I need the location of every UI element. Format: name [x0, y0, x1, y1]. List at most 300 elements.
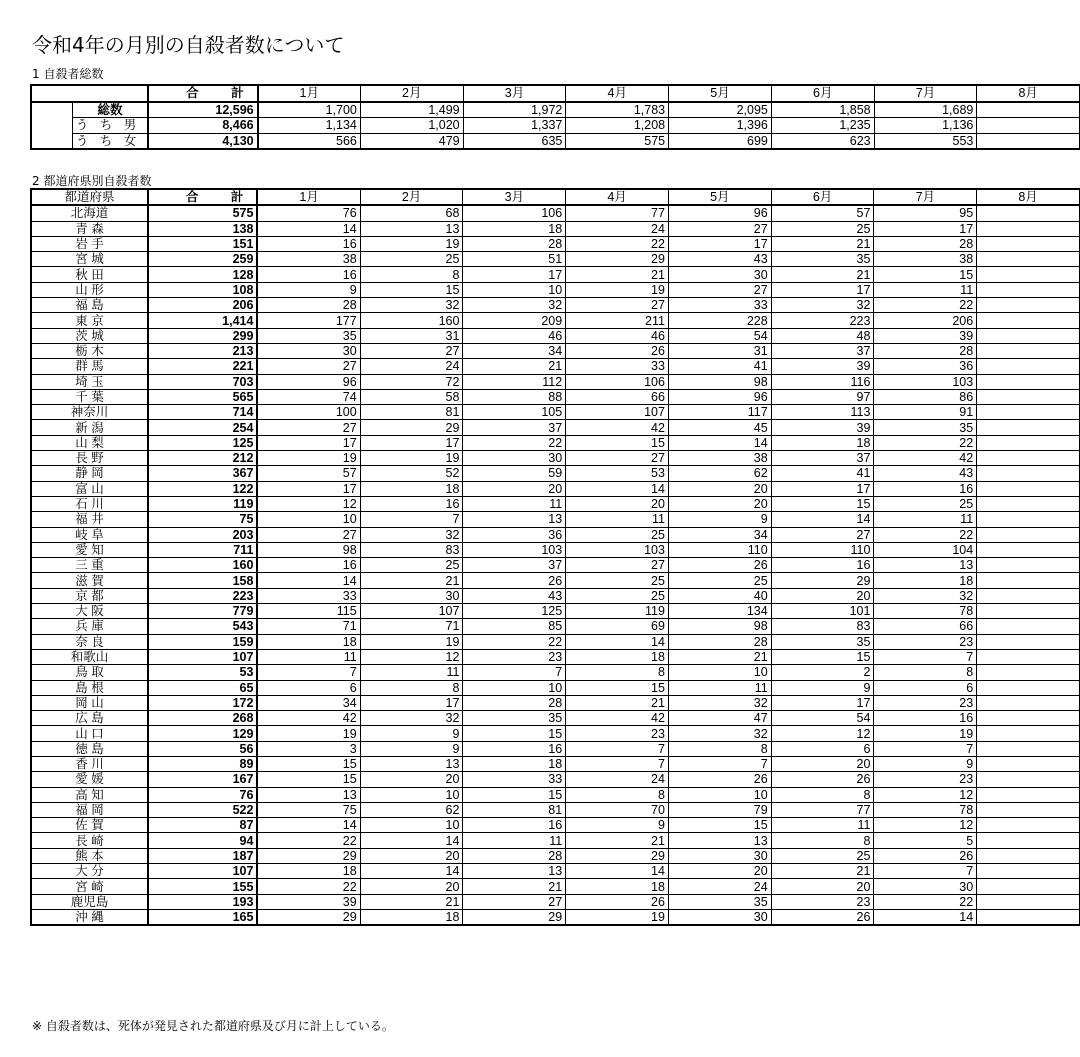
prefecture-cell: 119: [566, 604, 669, 619]
prefecture-cell: 20: [360, 772, 463, 787]
prefecture-cell: 79: [668, 802, 771, 817]
prefecture-cell: 39: [771, 420, 874, 435]
prefecture-cell: [977, 864, 1080, 879]
prefecture-name: 神奈川: [31, 405, 148, 420]
prefecture-cell: [977, 726, 1080, 741]
prefecture-cell: 23: [771, 894, 874, 909]
prefecture-cell: 77: [771, 802, 874, 817]
prefecture-row: [31, 405, 1080, 420]
prefecture-cell: 32: [360, 298, 463, 313]
prefecture-cell: 37: [771, 451, 874, 466]
prefecture-cell: 19: [360, 634, 463, 649]
prefecture-cell: 20: [668, 864, 771, 879]
prefecture-cell: 18: [463, 221, 566, 236]
prefecture-cell: 9: [257, 282, 360, 297]
prefecture-row: [31, 649, 1080, 664]
prefecture-cell: 35: [463, 711, 566, 726]
prefecture-cell: 69: [566, 619, 669, 634]
prefecture-cell: 57: [257, 466, 360, 481]
prefecture-cell: 45: [668, 420, 771, 435]
prefecture-total: 259: [148, 252, 257, 267]
prefecture-cell: 103: [874, 374, 977, 389]
prefecture-row: [31, 527, 1080, 542]
summary-cell: 1,208: [566, 118, 669, 134]
prefecture-cell: [977, 604, 1080, 619]
summary-cell: 1,499: [360, 102, 463, 118]
prefecture-cell: 46: [566, 328, 669, 343]
prefecture-cell: 25: [771, 221, 874, 236]
prefecture-cell: 8: [360, 267, 463, 282]
prefecture-cell: 15: [874, 267, 977, 282]
prefecture-cell: [977, 298, 1080, 313]
prefecture-total: 119: [148, 496, 257, 511]
summary-row: [31, 102, 1080, 118]
prefecture-cell: 25: [360, 558, 463, 573]
prefecture-cell: 18: [257, 864, 360, 879]
prefecture-cell: 16: [463, 818, 566, 833]
prefecture-cell: 19: [360, 236, 463, 251]
prefecture-cell: 116: [771, 374, 874, 389]
prefecture-cell: 42: [566, 711, 669, 726]
prefecture-cell: 17: [874, 221, 977, 236]
prefecture-cell: 70: [566, 802, 669, 817]
prefecture-cell: 117: [668, 405, 771, 420]
prefecture-cell: 41: [771, 466, 874, 481]
prefecture-cell: 30: [874, 879, 977, 894]
prefecture-cell: 29: [360, 420, 463, 435]
prefecture-cell: 7: [566, 756, 669, 771]
prefecture-cell: 12: [257, 496, 360, 511]
prefecture-cell: 16: [874, 481, 977, 496]
prefecture-cell: 30: [257, 343, 360, 358]
prefecture-name: 長 野: [31, 451, 148, 466]
prefecture-name: 群 馬: [31, 359, 148, 374]
prefecture-cell: 25: [566, 573, 669, 588]
prefecture-cell: [977, 527, 1080, 542]
prefecture-cell: 28: [463, 848, 566, 863]
prefecture-cell: 39: [874, 328, 977, 343]
prefecture-cell: 22: [463, 435, 566, 450]
prefecture-cell: 20: [668, 481, 771, 496]
prefecture-name: 鳥 取: [31, 665, 148, 680]
prefecture-cell: 20: [360, 879, 463, 894]
prefecture-cell: 8: [771, 787, 874, 802]
prefecture-header-name: 都道府県: [31, 189, 148, 205]
prefecture-name: 新 潟: [31, 420, 148, 435]
prefecture-name: 茨 城: [31, 328, 148, 343]
prefecture-cell: 51: [463, 252, 566, 267]
prefecture-cell: 18: [463, 756, 566, 771]
summary-header-blank: [31, 85, 148, 102]
prefecture-row: [31, 389, 1080, 404]
prefecture-cell: 11: [874, 282, 977, 297]
footnote: ※ 自殺者数は、死体が発見された都道府県及び月に計上している。: [32, 1019, 394, 1033]
prefecture-cell: [977, 695, 1080, 710]
prefecture-cell: 9: [566, 818, 669, 833]
prefecture-cell: 13: [668, 833, 771, 848]
prefecture-cell: 78: [874, 802, 977, 817]
prefecture-cell: 30: [668, 909, 771, 925]
prefecture-row: [31, 772, 1080, 787]
prefecture-cell: 10: [668, 787, 771, 802]
prefecture-cell: 211: [566, 313, 669, 328]
prefecture-cell: 17: [360, 435, 463, 450]
prefecture-cell: 21: [566, 695, 669, 710]
prefecture-cell: 77: [566, 205, 669, 221]
prefecture-cell: [977, 451, 1080, 466]
prefecture-cell: 96: [668, 389, 771, 404]
prefecture-cell: [977, 496, 1080, 511]
prefecture-cell: 160: [360, 313, 463, 328]
prefecture-cell: 7: [360, 512, 463, 527]
prefecture-cell: 27: [566, 451, 669, 466]
prefecture-cell: [977, 205, 1080, 221]
prefecture-cell: 98: [257, 542, 360, 557]
prefecture-cell: 24: [566, 221, 669, 236]
prefecture-row: [31, 833, 1080, 848]
prefecture-cell: 98: [668, 374, 771, 389]
prefecture-cell: 86: [874, 389, 977, 404]
prefecture-row: [31, 894, 1080, 909]
prefecture-cell: 16: [874, 711, 977, 726]
prefecture-cell: 8: [566, 665, 669, 680]
summary-row-label: 総数: [72, 102, 148, 118]
prefecture-cell: 21: [463, 359, 566, 374]
prefecture-cell: 32: [360, 711, 463, 726]
prefecture-cell: 27: [463, 894, 566, 909]
summary-cell: 1,689: [874, 102, 977, 118]
prefecture-cell: 11: [668, 680, 771, 695]
prefecture-cell: 103: [463, 542, 566, 557]
summary-cell: 1,337: [463, 118, 566, 134]
prefecture-cell: 19: [874, 726, 977, 741]
prefecture-cell: 15: [566, 435, 669, 450]
prefecture-total: 206: [148, 298, 257, 313]
prefecture-cell: 42: [874, 451, 977, 466]
prefecture-cell: 5: [874, 833, 977, 848]
prefecture-cell: 42: [566, 420, 669, 435]
prefecture-cell: 14: [566, 481, 669, 496]
prefecture-cell: 35: [874, 420, 977, 435]
prefecture-cell: 37: [771, 343, 874, 358]
prefecture-cell: 27: [566, 558, 669, 573]
summary-cell: 1,972: [463, 102, 566, 118]
prefecture-cell: [977, 711, 1080, 726]
prefecture-cell: 17: [360, 695, 463, 710]
prefecture-cell: 30: [668, 848, 771, 863]
prefecture-cell: 10: [463, 282, 566, 297]
prefecture-cell: 26: [771, 909, 874, 925]
prefecture-total: 155: [148, 879, 257, 894]
prefecture-cell: [977, 481, 1080, 496]
prefecture-total: 203: [148, 527, 257, 542]
summary-header-month: 8月: [977, 85, 1080, 102]
prefecture-total: 151: [148, 236, 257, 251]
prefecture-cell: 7: [257, 665, 360, 680]
prefecture-name: 兵 庫: [31, 619, 148, 634]
prefecture-cell: 20: [566, 496, 669, 511]
section-label-total: 1 自殺者総数: [32, 67, 104, 81]
prefecture-name: 山 口: [31, 726, 148, 741]
prefecture-cell: 22: [874, 527, 977, 542]
prefecture-name: 沖 縄: [31, 909, 148, 925]
prefecture-cell: 37: [463, 420, 566, 435]
prefecture-cell: 6: [874, 680, 977, 695]
prefecture-cell: 25: [668, 573, 771, 588]
prefecture-cell: 13: [360, 756, 463, 771]
prefecture-header-month: 5月: [668, 189, 771, 205]
prefecture-total: 299: [148, 328, 257, 343]
prefecture-cell: 13: [360, 221, 463, 236]
prefecture-total: 187: [148, 848, 257, 863]
prefecture-name: 大 分: [31, 864, 148, 879]
prefecture-cell: 25: [771, 848, 874, 863]
prefecture-row: [31, 267, 1080, 282]
prefecture-cell: 110: [771, 542, 874, 557]
prefecture-cell: 66: [566, 389, 669, 404]
prefecture-cell: 20: [463, 481, 566, 496]
prefecture-cell: [977, 405, 1080, 420]
prefecture-row: [31, 328, 1080, 343]
prefecture-cell: 96: [257, 374, 360, 389]
prefecture-total: 193: [148, 894, 257, 909]
prefecture-cell: [977, 665, 1080, 680]
prefecture-row: [31, 588, 1080, 603]
prefecture-cell: 100: [257, 405, 360, 420]
prefecture-name: 千 葉: [31, 389, 148, 404]
prefecture-cell: 48: [771, 328, 874, 343]
summary-cell: 1,134: [258, 118, 361, 134]
prefecture-cell: 24: [668, 879, 771, 894]
prefecture-cell: 9: [771, 680, 874, 695]
prefecture-cell: [977, 282, 1080, 297]
prefecture-cell: 11: [463, 496, 566, 511]
prefecture-cell: 105: [463, 405, 566, 420]
prefecture-name: 滋 賀: [31, 573, 148, 588]
prefecture-cell: 30: [360, 588, 463, 603]
prefecture-row: [31, 221, 1080, 236]
prefecture-total: 87: [148, 818, 257, 833]
prefecture-row: [31, 665, 1080, 680]
prefecture-cell: [977, 818, 1080, 833]
prefecture-cell: 59: [463, 466, 566, 481]
summary-header-month: 5月: [669, 85, 772, 102]
prefecture-cell: 11: [257, 649, 360, 664]
prefecture-name: 岐 阜: [31, 527, 148, 542]
prefecture-cell: [977, 389, 1080, 404]
prefecture-total: 223: [148, 588, 257, 603]
prefecture-cell: 22: [257, 879, 360, 894]
prefecture-cell: 83: [771, 619, 874, 634]
prefecture-cell: 8: [771, 833, 874, 848]
prefecture-cell: 9: [360, 741, 463, 756]
prefecture-name: 三 重: [31, 558, 148, 573]
prefecture-cell: 19: [566, 909, 669, 925]
prefecture-cell: 27: [668, 282, 771, 297]
prefecture-cell: [977, 741, 1080, 756]
summary-cell: 699: [669, 133, 772, 149]
prefecture-total: 779: [148, 604, 257, 619]
prefecture-cell: 21: [771, 864, 874, 879]
prefecture-cell: 27: [566, 298, 669, 313]
prefecture-cell: 16: [771, 558, 874, 573]
prefecture-total: 522: [148, 802, 257, 817]
prefecture-cell: 78: [874, 604, 977, 619]
prefecture-cell: 27: [668, 221, 771, 236]
prefecture-total: 254: [148, 420, 257, 435]
prefecture-cell: 22: [874, 435, 977, 450]
prefecture-cell: [977, 236, 1080, 251]
prefecture-cell: 28: [874, 236, 977, 251]
prefecture-cell: [977, 558, 1080, 573]
prefecture-cell: 110: [668, 542, 771, 557]
prefecture-cell: 85: [463, 619, 566, 634]
prefecture-cell: [977, 328, 1080, 343]
prefecture-total: 125: [148, 435, 257, 450]
prefecture-cell: 76: [257, 205, 360, 221]
prefecture-cell: 15: [566, 680, 669, 695]
prefecture-cell: 27: [257, 420, 360, 435]
prefecture-cell: 20: [771, 588, 874, 603]
prefecture-cell: [977, 588, 1080, 603]
prefecture-cell: [977, 435, 1080, 450]
prefecture-cell: 32: [668, 726, 771, 741]
prefecture-cell: 38: [668, 451, 771, 466]
prefecture-cell: 32: [771, 298, 874, 313]
prefecture-name: 京 都: [31, 588, 148, 603]
prefecture-cell: 20: [771, 879, 874, 894]
prefecture-name: 大 阪: [31, 604, 148, 619]
prefecture-row: [31, 879, 1080, 894]
prefecture-cell: 29: [257, 848, 360, 863]
prefecture-cell: 10: [257, 512, 360, 527]
prefecture-cell: 25: [566, 527, 669, 542]
prefecture-row: [31, 496, 1080, 511]
prefecture-cell: 97: [771, 389, 874, 404]
prefecture-cell: 10: [360, 787, 463, 802]
prefecture-cell: 19: [257, 451, 360, 466]
prefecture-cell: 17: [771, 695, 874, 710]
prefecture-cell: 106: [566, 374, 669, 389]
prefecture-cell: 83: [360, 542, 463, 557]
prefecture-row: [31, 848, 1080, 863]
prefecture-cell: 71: [360, 619, 463, 634]
prefecture-cell: 43: [463, 588, 566, 603]
prefecture-cell: 29: [771, 573, 874, 588]
prefecture-cell: 16: [257, 267, 360, 282]
prefecture-header-total: 合 計: [148, 189, 257, 205]
prefecture-cell: [977, 221, 1080, 236]
prefecture-cell: 81: [463, 802, 566, 817]
prefecture-cell: 22: [463, 634, 566, 649]
prefecture-cell: 12: [874, 787, 977, 802]
prefecture-cell: 72: [360, 374, 463, 389]
prefecture-name: 北海道: [31, 205, 148, 221]
prefecture-row: [31, 604, 1080, 619]
prefecture-name: 石 川: [31, 496, 148, 511]
prefecture-cell: 81: [360, 405, 463, 420]
prefecture-cell: 223: [771, 313, 874, 328]
prefecture-cell: [977, 772, 1080, 787]
prefecture-cell: [977, 542, 1080, 557]
prefecture-cell: [977, 466, 1080, 481]
summary-cell: 1,783: [566, 102, 669, 118]
summary-cell: 1,700: [258, 102, 361, 118]
prefecture-cell: 34: [668, 527, 771, 542]
prefecture-cell: 16: [257, 236, 360, 251]
prefecture-row: [31, 818, 1080, 833]
summary-row-indent: [31, 133, 72, 149]
prefecture-cell: 13: [463, 512, 566, 527]
prefecture-cell: 18: [874, 573, 977, 588]
prefecture-cell: 15: [360, 282, 463, 297]
prefecture-cell: 40: [668, 588, 771, 603]
prefecture-total: 129: [148, 726, 257, 741]
prefecture-cell: 54: [668, 328, 771, 343]
prefecture-cell: 21: [566, 267, 669, 282]
prefecture-cell: [977, 909, 1080, 925]
prefecture-cell: 71: [257, 619, 360, 634]
prefecture-row: [31, 481, 1080, 496]
prefecture-cell: 35: [771, 252, 874, 267]
summary-table: [30, 84, 1080, 150]
prefecture-cell: 54: [771, 711, 874, 726]
prefecture-cell: 10: [463, 680, 566, 695]
prefecture-cell: 113: [771, 405, 874, 420]
page-title: 令和4年の月別の自殺者数について: [32, 33, 345, 57]
prefecture-cell: 42: [257, 711, 360, 726]
prefecture-cell: 104: [874, 542, 977, 557]
prefecture-cell: 9: [360, 726, 463, 741]
prefecture-cell: 106: [463, 205, 566, 221]
prefecture-cell: 13: [257, 787, 360, 802]
prefecture-header-month: 8月: [977, 189, 1080, 205]
prefecture-cell: 35: [771, 634, 874, 649]
prefecture-cell: 10: [360, 818, 463, 833]
prefecture-cell: 34: [463, 343, 566, 358]
prefecture-header-month: 6月: [771, 189, 874, 205]
prefecture-cell: 28: [257, 298, 360, 313]
prefecture-name: 青 森: [31, 221, 148, 236]
prefecture-total: 167: [148, 772, 257, 787]
prefecture-name: 東 京: [31, 313, 148, 328]
prefecture-cell: 21: [771, 236, 874, 251]
prefecture-name: 徳 島: [31, 741, 148, 756]
prefecture-cell: 22: [257, 833, 360, 848]
prefecture-total: 703: [148, 374, 257, 389]
prefecture-cell: 15: [771, 649, 874, 664]
prefecture-row: [31, 252, 1080, 267]
summary-cell: 1,136: [874, 118, 977, 134]
prefecture-cell: [977, 359, 1080, 374]
prefecture-row: [31, 343, 1080, 358]
prefecture-name: 静 岡: [31, 466, 148, 481]
summary-row-indent: [31, 118, 72, 134]
prefecture-cell: 28: [463, 236, 566, 251]
prefecture-cell: 36: [463, 527, 566, 542]
prefecture-cell: 11: [566, 512, 669, 527]
prefecture-cell: [977, 343, 1080, 358]
prefecture-cell: 101: [771, 604, 874, 619]
prefecture-cell: 2: [771, 665, 874, 680]
prefecture-total: 159: [148, 634, 257, 649]
prefecture-row: [31, 313, 1080, 328]
prefecture-cell: 35: [257, 328, 360, 343]
prefecture-cell: 12: [771, 726, 874, 741]
prefecture-cell: 31: [360, 328, 463, 343]
prefecture-name: 福 島: [31, 298, 148, 313]
prefecture-cell: 25: [360, 252, 463, 267]
